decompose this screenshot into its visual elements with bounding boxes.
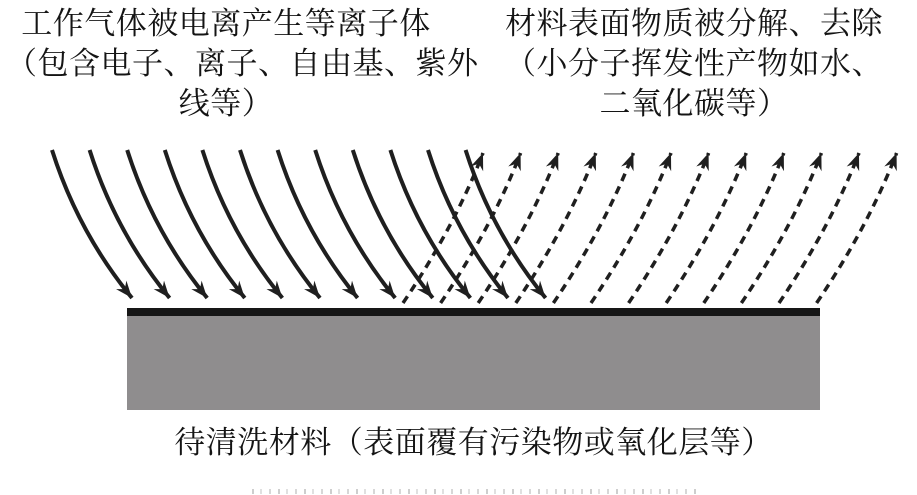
outgoing-arrow [779,153,859,303]
cutoff-caption-fragment [252,489,697,494]
plasma-label-line-2: （包含电子、离子、自由基、紫外 [6,46,479,81]
outgoing-arrow [478,153,558,303]
material-body [127,316,820,410]
outgoing-arrow [629,153,709,303]
byproducts-label-line-2: （小分子挥发性产物如水、 [505,46,883,81]
outgoing-arrow [817,153,897,303]
material-block [127,308,820,410]
outgoing-arrow [553,153,633,303]
outgoing-arrow [741,153,821,303]
outgoing-arrow [666,153,746,303]
incoming-plasma-arrows [52,150,546,298]
outgoing-arrow [403,153,483,303]
material-label: 待清洗材料（表面覆有污染物或氧化层等） [174,425,773,460]
byproducts-label-line-1: 材料表面物质被分解、去除 [505,6,883,41]
outgoing-arrow [516,153,596,303]
outgoing-arrow [441,153,521,303]
outgoing-arrow [591,153,671,303]
contaminated-surface-layer [127,308,820,316]
outgoing-products-arrows [403,153,897,303]
plasma-label-line-1: 工作气体被电离产生等离子体 [21,6,431,41]
byproducts-label-line-3: 二氧化碳等） [599,86,789,121]
plasma-label-line-3: 线等） [178,86,274,121]
outgoing-arrow [704,153,784,303]
